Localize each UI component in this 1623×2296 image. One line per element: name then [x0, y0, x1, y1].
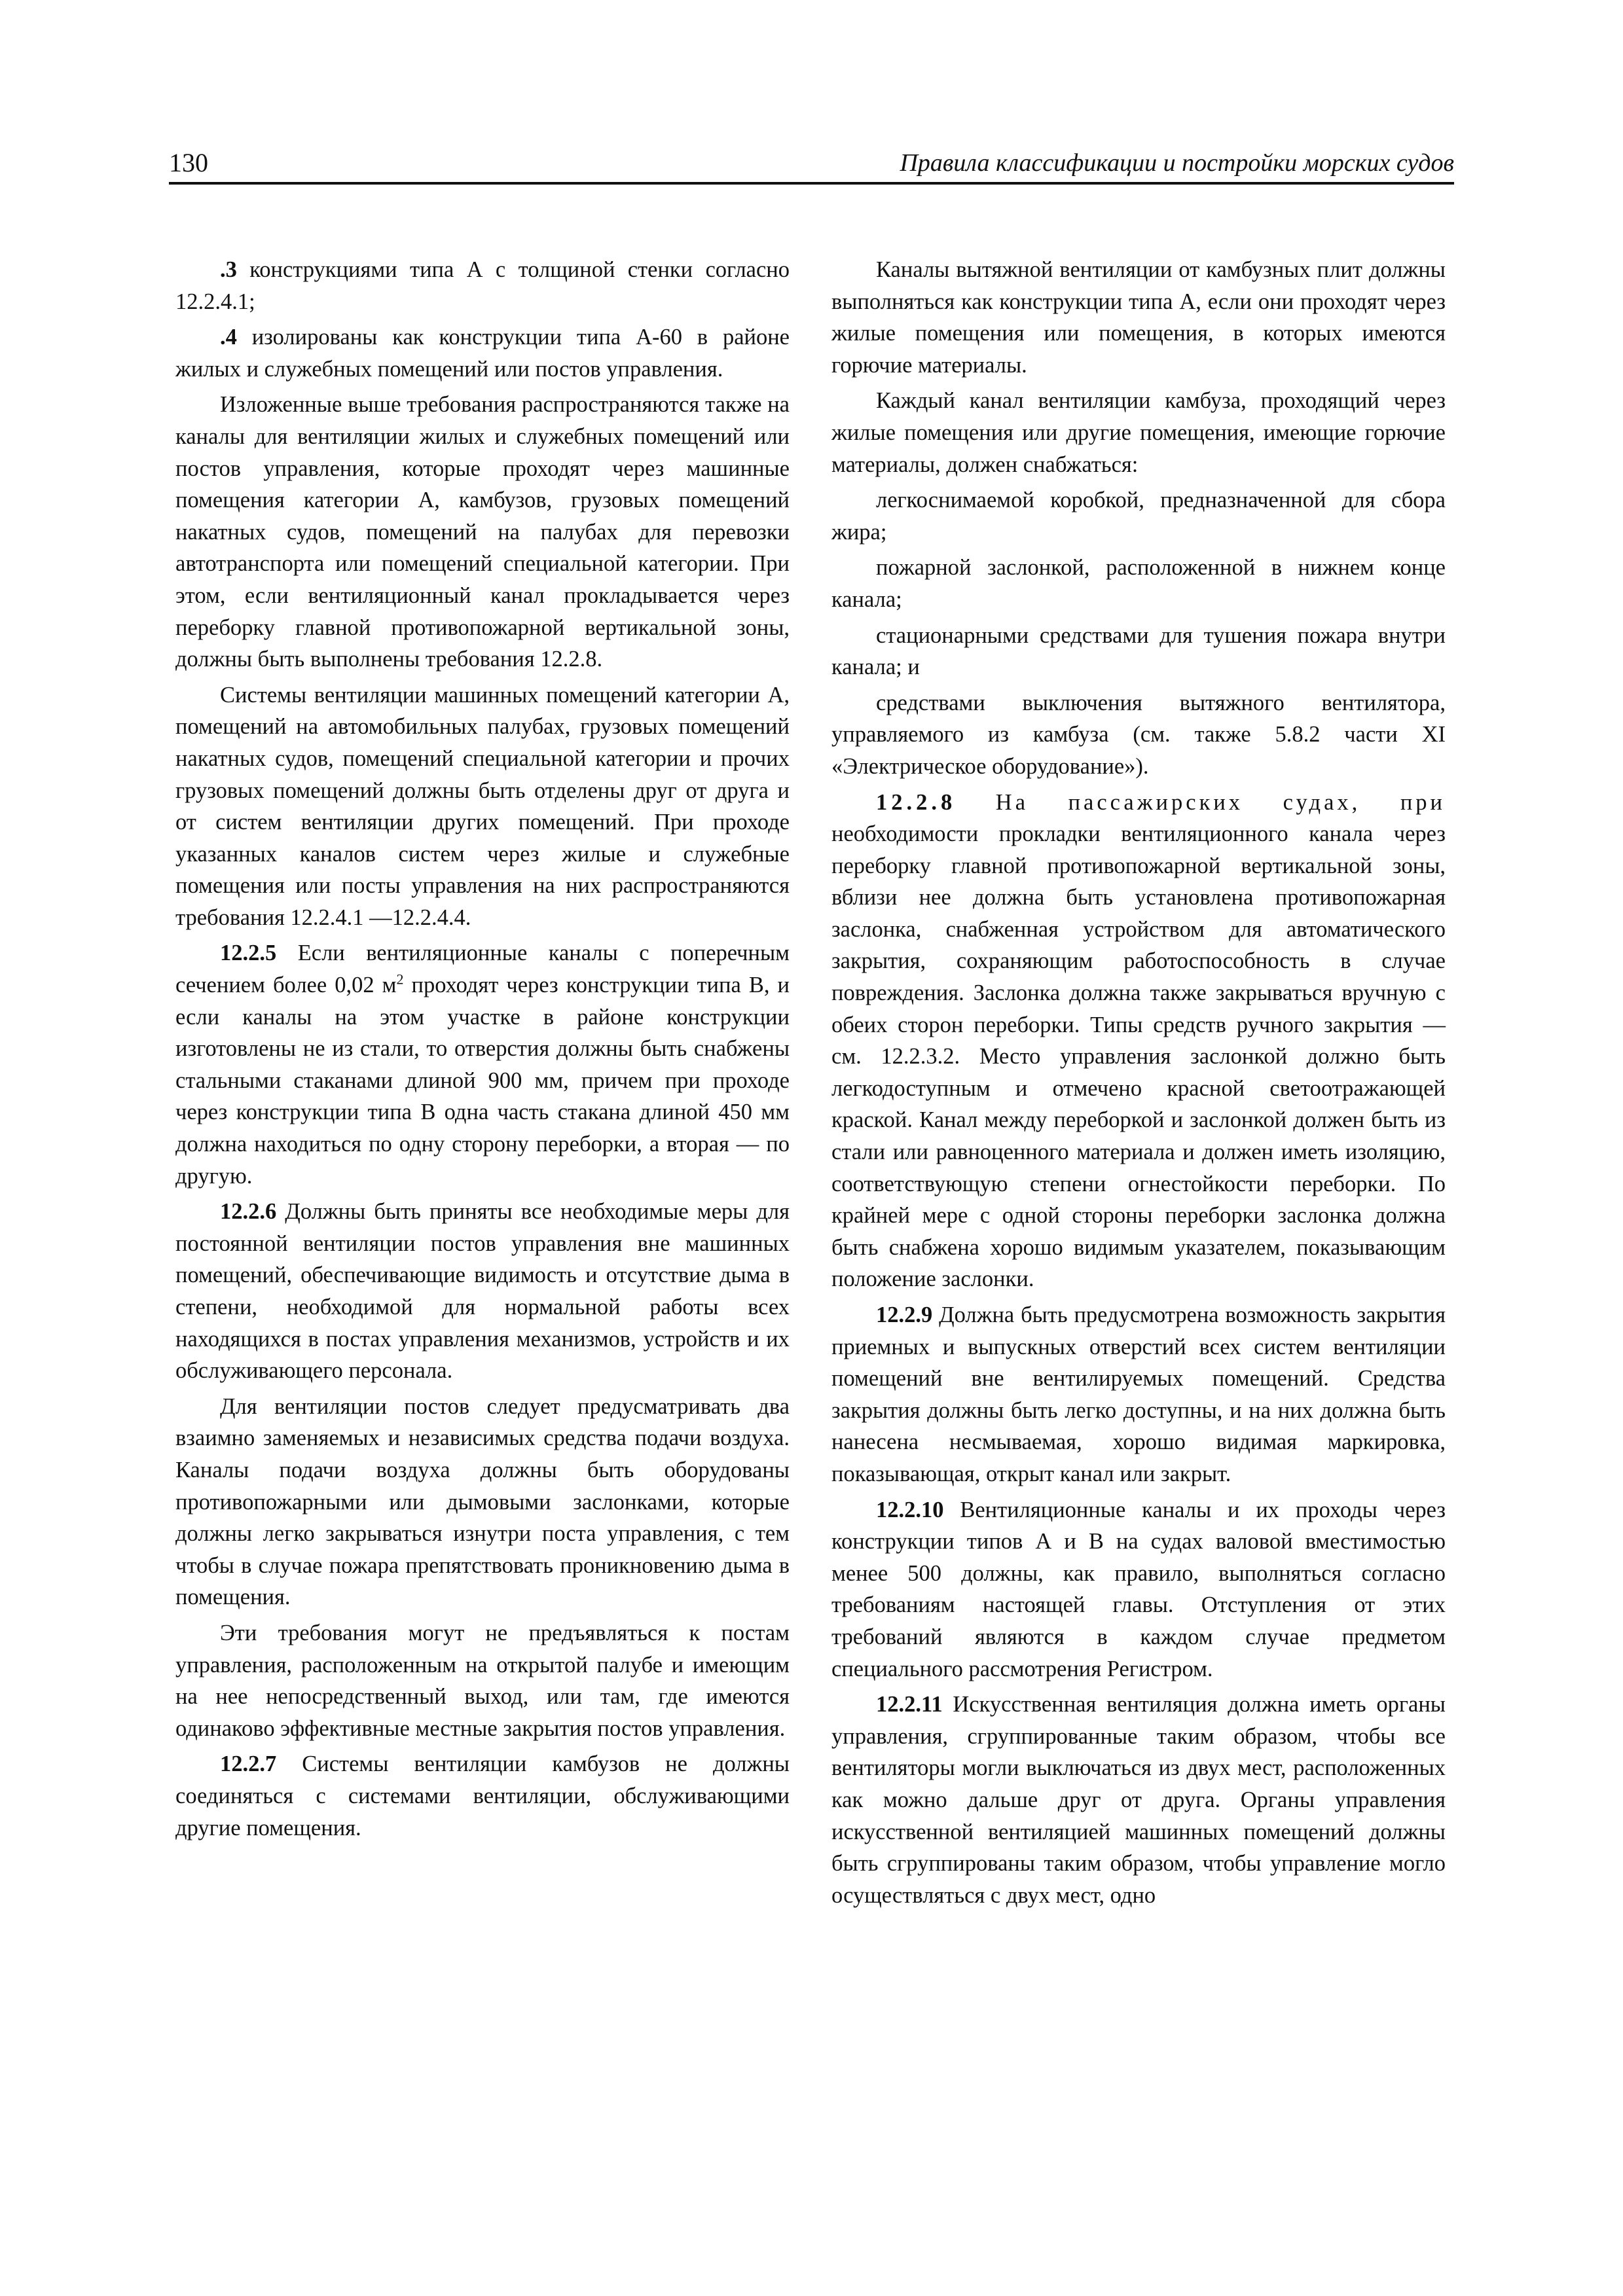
paragraph-12-2-11: [831, 1689, 1446, 1911]
paragraph: Эти требования могут не предъявляться к постам управления, расположенным на открытой палубе и имеющим на нее непосредственный выход, или там, где имеются одинаково эффективные местные закрытия постов управления.: [175, 1620, 790, 1741]
page-header: [169, 145, 1454, 185]
paragraph-12-2-9: [831, 1299, 1446, 1490]
right-column: [831, 254, 1446, 1915]
section-number: 12.2.6: [220, 1199, 277, 1225]
paragraph: Системы вентиляции машинных помещений категории А, помещений на автомобильных палубах, грузовых помещений накатных судов, помещений специальной категории и прочих грузовых помещений должны быть отделены друг от друга и от систем вентиляции других помещений. При проходе указанных каналов систем через жилые и служебные помещения или посты управления на них распространяются требования 12.2.4.1 —12.2.4.4.: [175, 682, 790, 930]
paragraph-text: Должны быть приняты все необходимые меры для постоянной вентиляции постов управления вне машинных помещений, обеспечивающие видимость и отсутствие дыма в степени, необходимой для нормальной работы всех находящихся в постах управления механизмов, устройств и их обслуживающего персонала.: [175, 1199, 790, 1384]
section-number: 12.2.10: [876, 1497, 944, 1522]
section-number: 12.2.11: [876, 1692, 943, 1717]
paragraph-text: изолированы как конструкции типа А-60 в районе жилых и служебных помещений или постов управления.: [175, 325, 790, 382]
paragraph-text-spaced: На пассажирских судах, при: [956, 789, 1446, 815]
running-title: Правила классификации и постройки морских судов: [900, 149, 1454, 177]
list-paragraph: легкоснимаемой коробкой, предназначенной для сбора жира;: [831, 488, 1446, 545]
list-paragraph: стационарными средствами для тушения пожара внутри канала; и: [831, 622, 1446, 680]
paragraph: Каждый канал вентиляции камбуза, проходящий через жилые помещения или другие помещения, имеющие горючие материалы, должен снабжаться:: [831, 388, 1446, 477]
item-number: .3: [220, 257, 237, 282]
paragraph-12-2-8: [831, 787, 1446, 1296]
paragraph-text: необходимости прокладки вентиляционного канала через переборку главной противопожарной вертикальной зоны, вблизи нее должна быть установлена противопожарная заслонка, снабженная устройством для автоматического закрытия, сохраняющим работоспособность в случае повреждения. Заслонка должна также закрываться вручную с обеих сторон переборки. Типы средств ручного закрытия — см. 12.2.3.2. Место управления заслонкой должно быть легкодоступным и отмечено красной светоотражающей краской. Канал между переборкой и заслонкой должен быть из стали или равноценного материала и должен иметь изоляцию, соответствующую степени огнестойкости переборки. По крайней мере с одной стороны переборки заслонка должна быть снабжена хорошо видимым указателем, показывающим положение заслонки.: [831, 821, 1446, 1292]
paragraph: [175, 254, 790, 317]
paragraph-text: Системы вентиляции камбузов не должны соединяться с системами вентиляции, обслуживающими другие помещения.: [175, 1751, 790, 1840]
paragraph-text: проходят через конструкции типа В, и если каналы на этом участке в районе конструкции изготовлены не из стали, то отверстия должны быть снабжены стальными стаканами длиной 900 мм, причем при проходе через конструкции типа В одна часть стакана длиной 450 мм должна находиться по одну сторону переборки, а вторая — по другую.: [175, 973, 790, 1189]
superscript: 2: [396, 971, 404, 988]
paragraph-12-2-6: [175, 1196, 790, 1387]
paragraph-text: Если вентиляционные каналы с поперечным сечением более 0,02 м: [175, 941, 790, 998]
paragraph-text: Должна быть предусмотрена возможность закрытия приемных и выпускных отверстий всех систем вентиляции помещений вне вентилируемых помещений. Средства закрытия должны быть легко доступны, и на них должна быть нанесена несмываемая, хорошо видимая маркировка, показывающая, открыт канал или закрыт.: [831, 1302, 1446, 1486]
paragraph: Каналы вытяжной вентиляции от камбузных плит должны выполняться как конструкции типа А, если они проходят через жилые помещения или помещения, в которых имеются горючие материалы.: [831, 257, 1446, 378]
list-paragraph: средствами выключения вытяжного вентилятора, управляемого из камбуза (см. также 5.8.2 части XI «Электрическое оборудование»).: [831, 690, 1446, 779]
section-number: 12.2.5: [220, 941, 277, 966]
paragraph: Изложенные выше требования распространяются также на каналы для вентиляции жилых и служебных помещений или постов управления, которые проходят через машинные помещения категории А, камбузов, грузовых помещений накатных судов, помещений на палубах для перевозки автотранспорта или помещений специальной категории. При этом, если вентиляционный канал прокладывается через переборку главной противопожарной вертикальной зоны, должны быть выполнены требования 12.2.8.: [175, 392, 790, 672]
section-number: 12.2.8: [876, 789, 957, 815]
paragraph: [175, 321, 790, 385]
left-column: [175, 254, 790, 1848]
paragraph-text: Вентиляционные каналы и их проходы через конструкции типов А и В на судах валовой вместимостью менее 500 должны, как правило, выполняться согласно требованиям настоящей главы. Отступления от этих требований являются в каждом случае предметом специального рассмотрения Регистром.: [831, 1497, 1446, 1681]
paragraph-12-2-10: [831, 1494, 1446, 1685]
section-number: 12.2.7: [220, 1751, 277, 1777]
paragraph: Для вентиляции постов следует предусматривать два взаимно заменяемых и независимых средства подачи воздуха. Каналы подачи воздуха должны быть оборудованы противопожарными или дымовыми заслонками, которые должны легко закрываться изнутри поста управления, с тем чтобы в случае пожара препятствовать проникновению дыма в помещения.: [175, 1393, 790, 1610]
paragraph-12-2-5: [175, 937, 790, 1192]
paragraph-12-2-7: [175, 1748, 790, 1844]
paragraph-text: Искусственная вентиляция должна иметь органы управления, сгруппированные таким образом, чтобы все вентиляторы могли выключаться из двух мест, расположенных как можно дальше друг от друга. Органы управления искусственной вентиляцией машинных помещений должны быть сгруппированы таким образом, чтобы управление могло осуществляться с двух мест, одно: [831, 1692, 1446, 1908]
page-number: 130: [169, 148, 208, 177]
item-number: .4: [220, 325, 237, 350]
section-number: 12.2.9: [876, 1302, 933, 1327]
list-paragraph: пожарной заслонкой, расположенной в нижнем конце канала;: [831, 555, 1446, 612]
paragraph-text: конструкциями типа А с толщиной стенки согласно 12.2.4.1;: [175, 257, 790, 314]
